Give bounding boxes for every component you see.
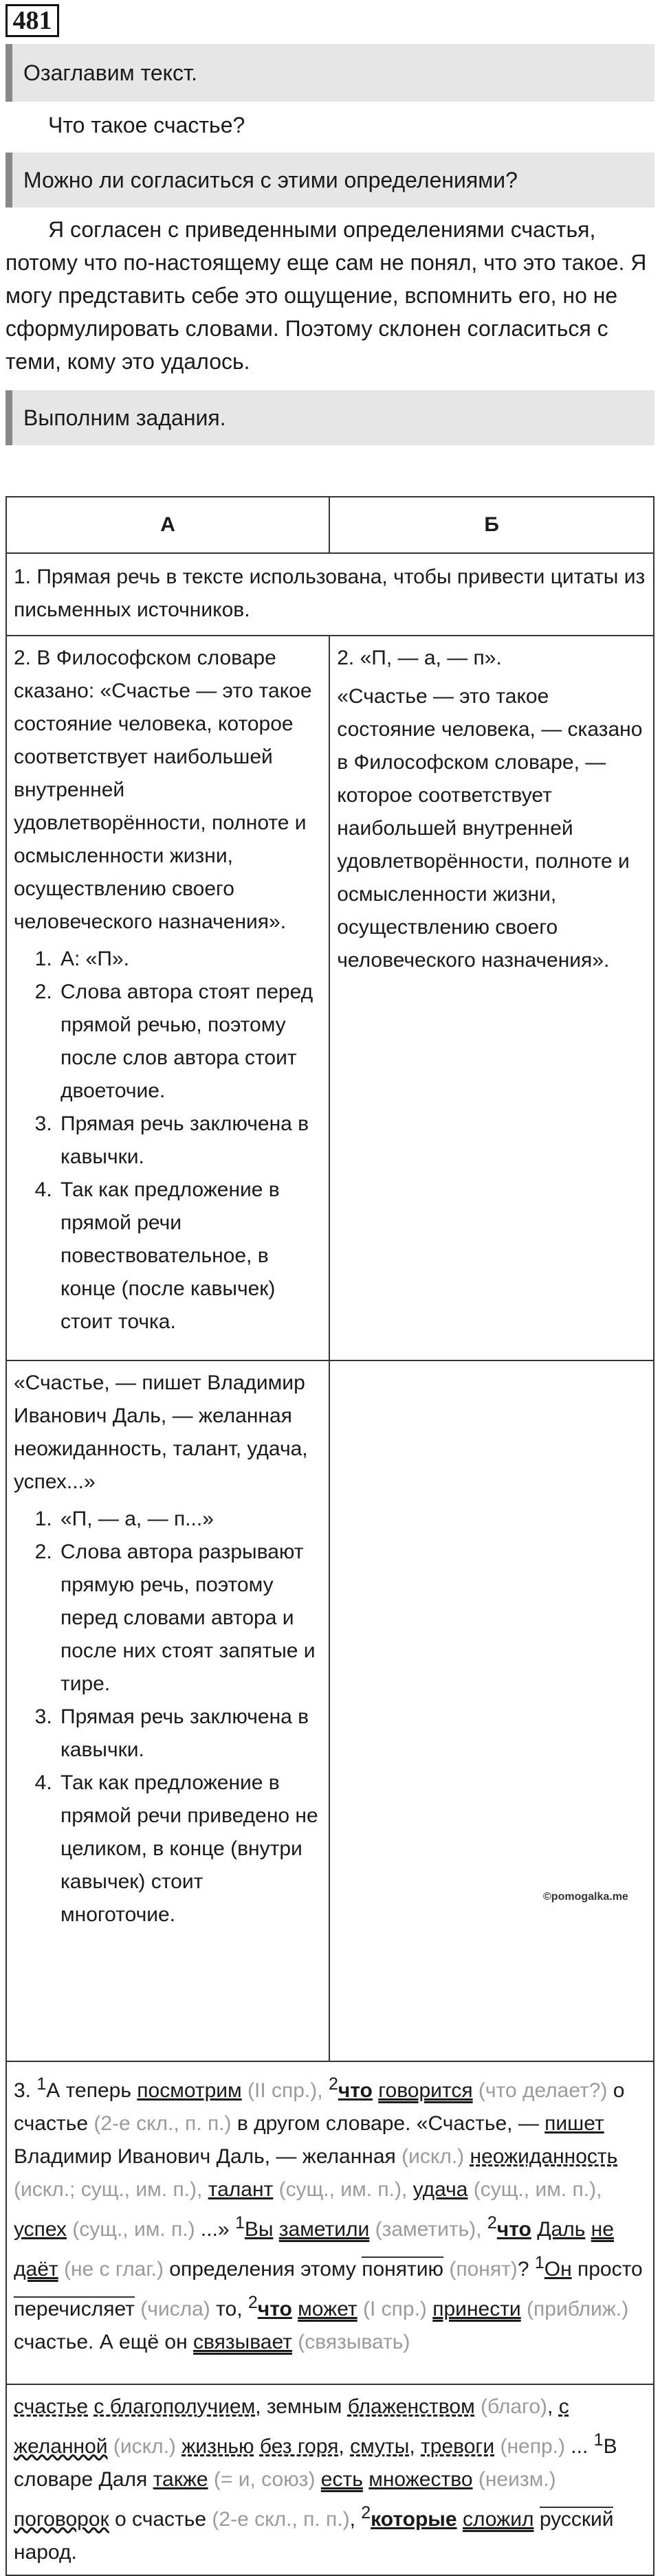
quote-text: «Счастье, — пишет Владимир Иванович Даль, — желанная неожиданность, талант, удача, успех...»: [14, 1371, 308, 1493]
scheme-text: 2. «П, — а, — п».: [337, 647, 502, 669]
table-row: [6, 1360, 654, 2061]
text-run: [373, 2079, 378, 2102]
list-item: 4. Так как предложение в прямой речи повествовательное, в конце (после кавычек) стоит точка.: [58, 1174, 322, 1339]
text-run: народ.: [14, 2541, 77, 2564]
sentence-index: 2: [487, 2213, 497, 2232]
table-row: [6, 636, 654, 1360]
text-run: [457, 2508, 463, 2531]
text-run: [292, 2298, 298, 2320]
predicate-word: может: [298, 2298, 358, 2320]
text-run: то,: [210, 2298, 248, 2320]
object-word: без горя: [259, 2435, 339, 2458]
analyzed-word: желанная: [302, 2145, 396, 2168]
grammar-note: (II спр.),: [241, 2079, 329, 2102]
section-header-question: [6, 153, 654, 208]
text-run: ,: [547, 2395, 559, 2418]
list-item: 2. Слова автора стоят перед прямой речью, поэтому после слов автора стоит двоеточие.: [58, 976, 322, 1108]
explanation-list: [14, 1503, 322, 1931]
table-row: [6, 2384, 654, 2575]
grammar-note: (искл.): [395, 2145, 470, 2168]
text-run: определения этому: [163, 2258, 362, 2281]
table-header-row: [6, 497, 654, 553]
title-answer: [6, 109, 654, 142]
analysis-text: [14, 2390, 646, 2569]
analyzed-word: счастье: [14, 2112, 89, 2135]
subject-word: множество: [368, 2468, 473, 2491]
section-header-tasks: [6, 390, 654, 445]
text-run: ?: [517, 2258, 535, 2281]
grammar-note: (искл.): [107, 2435, 182, 2458]
grammar-note: (что делает?): [472, 2079, 608, 2102]
analyzed-word: счастье: [132, 2508, 207, 2531]
text-run: [534, 2508, 539, 2531]
grammar-note: (не с глаг.): [58, 2258, 164, 2281]
object-word: жизнью: [182, 2435, 254, 2458]
grammar-note: (благо): [474, 2395, 548, 2418]
predicate-word: посмотрим: [137, 2079, 242, 2102]
column-header-b: Б: [329, 497, 654, 553]
text-run: ,: [349, 2508, 362, 2531]
subject-word: удача: [412, 2178, 468, 2201]
grammar-note: (2-е скл., п. п.): [206, 2508, 350, 2531]
quote-text: 2. В Философском словаре сказано: «Счастье — это такое состояние человека, которое соответствует наибольшей внутренней удовлетворённости, полноте и осмысленности жизни, осуществлению своего человеческого назначения».: [14, 647, 312, 933]
section-header-title: [6, 44, 654, 102]
text-run: о: [109, 2508, 133, 2531]
predicate-word: говорится: [378, 2079, 473, 2102]
text-run: [254, 2435, 260, 2458]
grammar-note: (приближ.): [520, 2298, 629, 2320]
text-run: [585, 2218, 591, 2241]
grammar-note: (связывать): [292, 2331, 410, 2353]
predicate-word: перечисляет: [14, 2298, 135, 2320]
sentence-index: 1: [534, 2253, 544, 2272]
conjunction-word: что: [338, 2079, 373, 2102]
analyzed-word: понятию: [362, 2258, 443, 2281]
sentence-index: 2: [328, 2074, 338, 2094]
table-cell-analysis: [6, 2061, 654, 2384]
column-header-a: А: [6, 497, 329, 553]
text-run: о: [607, 2079, 625, 2102]
object-word: блаженством: [347, 2395, 475, 2418]
predicate-word: есть: [320, 2468, 363, 2491]
predicate-word: связывает: [193, 2331, 292, 2353]
attribute-word: поговорок: [14, 2508, 109, 2531]
text-run: [363, 2468, 368, 2491]
conjunction-word: которые: [371, 2508, 457, 2531]
subject-word: талант: [208, 2178, 274, 2201]
table-cell: [6, 553, 654, 636]
grammar-note: (числа): [134, 2298, 210, 2320]
section-header-text: Выполним задания.: [23, 405, 226, 430]
converted-quote-text: «Счастье — это такое состояние человека, — сказано в Философском словаре, — которое соответствует наибольшей внутренней удовлетворённости, полноте и осмысленности жизни, осуществлению своего человеческого назначения».: [337, 685, 643, 972]
table-cell-b: [329, 636, 654, 1360]
predicate-word: не даёт: [14, 2218, 614, 2281]
section-header-text: Озаглавим текст.: [23, 60, 198, 85]
text-run: в другом словаре.: [231, 2112, 411, 2135]
subject-word: Вы: [244, 2218, 274, 2241]
table-cell-analysis: [6, 2384, 654, 2575]
text-run: [273, 2218, 278, 2241]
table-row: [6, 2061, 654, 2384]
conjunction-word: что: [257, 2298, 292, 2320]
predicate-word: сложил: [462, 2508, 534, 2531]
sentence-index: 2: [248, 2293, 258, 2312]
list-item: 3. Прямая речь заключена в кавычки.: [58, 1701, 322, 1767]
text-run: [531, 2218, 537, 2241]
grammar-note: (понят): [443, 2258, 518, 2281]
text-run: , земным: [255, 2395, 348, 2418]
subject-word: неожиданность: [470, 2145, 618, 2168]
text-run: ...»: [195, 2218, 235, 2241]
list-item: 2. Слова автора разрывают прямую речь, поэтому перед словами автора и после них стоят запятые и тире.: [58, 1536, 322, 1701]
grammar-note: (= и, союз): [208, 2468, 321, 2491]
list-item: 1. «П, — а, — п...»: [58, 1503, 322, 1536]
object-word: смуты: [350, 2435, 410, 2458]
object-word: счастье: [14, 2395, 89, 2418]
predicate-word: пишет: [544, 2112, 604, 2135]
subject-word: Даль: [537, 2218, 586, 2241]
object-word: тревоги: [421, 2435, 495, 2458]
section-header-text: Можно ли согласиться с этими определениями?: [23, 167, 518, 192]
text-run: Владимир Иванович Даль, —: [14, 2145, 302, 2168]
text-run: 3.: [14, 2079, 37, 2102]
grammar-note: (сущ., им. п.): [66, 2218, 195, 2241]
predicate-word: заметили: [278, 2218, 370, 2241]
grammar-note: (заметить),: [369, 2218, 487, 2241]
object-word: с: [558, 2395, 569, 2418]
sentence-index: 1: [36, 2074, 47, 2094]
sentence-index: 1: [593, 2430, 604, 2450]
subject-word: Он: [544, 2258, 572, 2281]
text-run: ,: [409, 2435, 421, 2458]
exercise-number: 481: [6, 4, 59, 37]
grammar-note: (2-е скл., п. п.): [88, 2112, 232, 2135]
answer-paragraph: [6, 213, 654, 378]
tasks-table: [6, 496, 654, 2576]
predicate-word: принести: [432, 2298, 521, 2320]
grammar-note: (неизм.): [472, 2468, 556, 2491]
answer-text: Я согласен с приведенными определениями счастья, потому что по-настоящему еще сам не понял, что это такое. Я могу представить себе это ощущение, вспомнить его, но не сформулировать словами. Поэтому склонен согласиться с теми, кому это удалось.: [6, 217, 647, 374]
analyzed-word: русский: [539, 2508, 614, 2531]
table-cell-a: [6, 1360, 329, 2061]
grammar-note: (сущ., им. п.),: [468, 2178, 602, 2201]
text-run: ,: [338, 2435, 351, 2458]
text-run: счастье. А ещё он: [14, 2331, 194, 2353]
analysis-text: [14, 2068, 646, 2359]
title-answer-text: Что такое счастье?: [48, 113, 245, 137]
watermark: ©pomogalka.me: [543, 1891, 628, 1903]
text-run: «Счастье, —: [410, 2112, 545, 2135]
conjunction-word: что: [496, 2218, 531, 2241]
grammar-note: (I спр.): [357, 2298, 433, 2320]
table-cell-a: [6, 636, 329, 1360]
text-run: просто: [571, 2258, 643, 2281]
table-row: [6, 553, 654, 636]
explanation-list: [14, 943, 322, 1339]
attribute-word: желанной: [14, 2435, 108, 2458]
object-word: с благополучием: [94, 2395, 256, 2418]
text-run: В словаре Даля: [14, 2435, 617, 2491]
analyzed-word: также: [153, 2468, 208, 2491]
sentence-index: 2: [361, 2503, 371, 2522]
list-item: 3. Прямая речь заключена в кавычки.: [58, 1108, 322, 1174]
text-run: ...: [564, 2435, 594, 2458]
grammar-note: (искл.; сущ., им. п.),: [14, 2178, 208, 2201]
subject-word: успех: [14, 2218, 67, 2241]
sentence-index: 1: [234, 2213, 245, 2232]
grammar-note: (непр.): [494, 2435, 565, 2458]
list-item: 1. А: «П».: [58, 943, 322, 976]
list-item: 4. Так как предложение в прямой речи приведено не целиком, в конце (внутри кавычек) стоит многоточие.: [58, 1767, 322, 1931]
task-1-text: 1. Прямая речь в тексте использована, чтобы привести цитаты из письменных источников.: [14, 565, 646, 621]
grammar-note: (сущ., им. п.),: [273, 2178, 413, 2201]
text-run: А теперь: [46, 2079, 138, 2102]
table-cell-b-empty: [329, 1360, 654, 2061]
